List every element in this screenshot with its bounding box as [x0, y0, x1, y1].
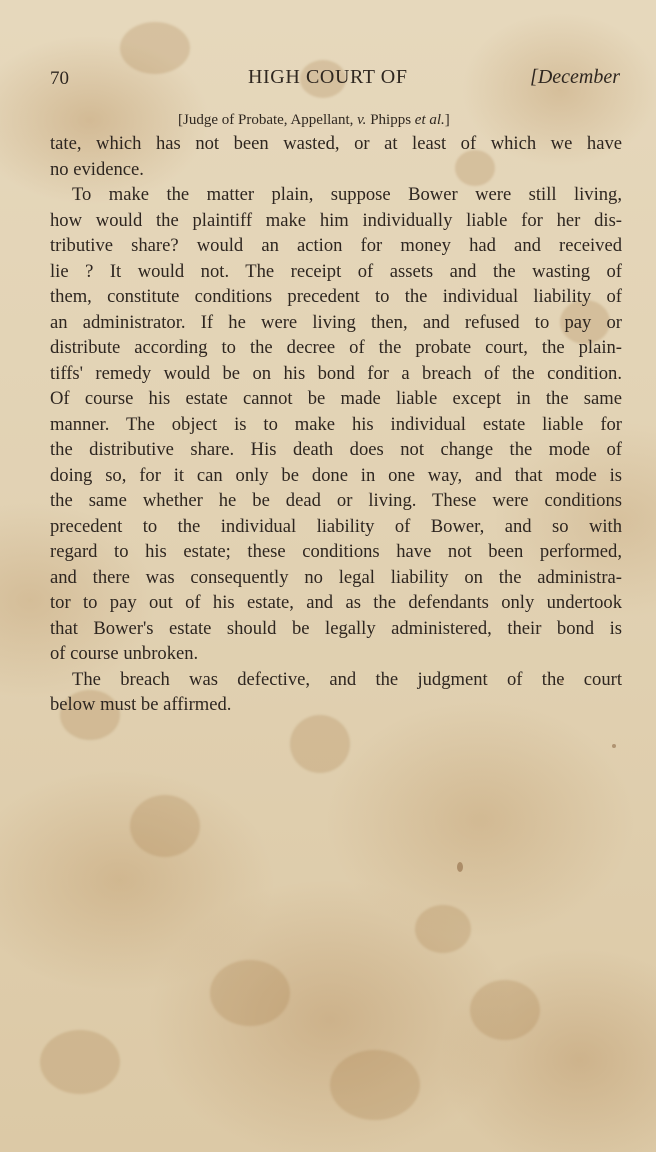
text-line: of course unbroken. — [50, 643, 199, 664]
running-title: HIGH COURT OF — [248, 66, 408, 88]
text-line: tor to pay out of his estate, and as the defendants only undertook — [50, 592, 622, 613]
stain-decoration — [40, 1030, 120, 1094]
case-heading-suffix: ] — [444, 112, 450, 128]
text-line: the distributive share. His death does not change the mode of — [50, 439, 622, 460]
text-line: no evidence. — [50, 158, 144, 180]
text-line: the same whether he be dead or living. These were conditions — [50, 490, 622, 511]
case-heading-prefix: [Judge of Probate, Appellant, — [178, 112, 358, 128]
text-line: To make the matter plain, suppose Bower were still living, — [72, 184, 622, 205]
body-text — [50, 131, 622, 718]
text-line: manner. The object is to make his individual estate liable for — [50, 413, 622, 435]
text-line: below must be affirmed. — [50, 694, 232, 715]
text-line: an administrator. If he were living then, and refused to pay or — [50, 311, 622, 333]
stain-decoration — [470, 980, 540, 1040]
ink-dot-decoration — [457, 862, 463, 872]
text-line: how would the plaintiff make him individually liable for her dis- — [50, 209, 622, 231]
running-month: [December — [530, 66, 620, 88]
text-line: tiffs' remedy would be on his bond for a breach of the condition. — [50, 362, 622, 384]
text-line: that Bower's estate should be legally administered, their bond is — [50, 617, 622, 639]
case-heading-et-al: et al. — [414, 112, 445, 128]
text-line: them, constitute conditions precedent to the individual liability of — [50, 286, 622, 307]
case-heading-parties: Phipps — [366, 112, 415, 128]
running-head — [50, 66, 620, 96]
text-line: regard to his estate; these conditions have not been performed, — [50, 541, 622, 562]
text-line: tate, which has not been wasted, or at least of which we have — [50, 133, 622, 154]
case-heading-versus: v. — [357, 112, 367, 128]
stain-decoration — [330, 1050, 420, 1120]
ink-dot-decoration — [612, 744, 616, 748]
text-line: tributive share? would an action for money had and received — [50, 235, 622, 256]
text-line: lie ? It would not. The receipt of assets and the wasting of — [50, 260, 622, 282]
stain-decoration — [415, 905, 471, 953]
text-line: The breach was defective, and the judgment of the court — [72, 668, 622, 690]
text-line: and there was consequently no legal liability on the administra- — [50, 566, 622, 588]
text-line: Of course his estate cannot be made liable except in the same — [50, 388, 622, 409]
text-line: precedent to the individual liability of Bower, and so with — [50, 515, 622, 537]
text-line: doing so, for it can only be done in one way, and that mode is — [50, 464, 622, 486]
text-line: distribute according to the decree of the probate court, the plain- — [50, 337, 622, 358]
page-number: 70 — [50, 68, 69, 89]
stain-decoration — [290, 715, 350, 773]
stain-decoration — [210, 960, 290, 1026]
case-heading — [178, 112, 450, 129]
stain-decoration — [130, 795, 200, 857]
